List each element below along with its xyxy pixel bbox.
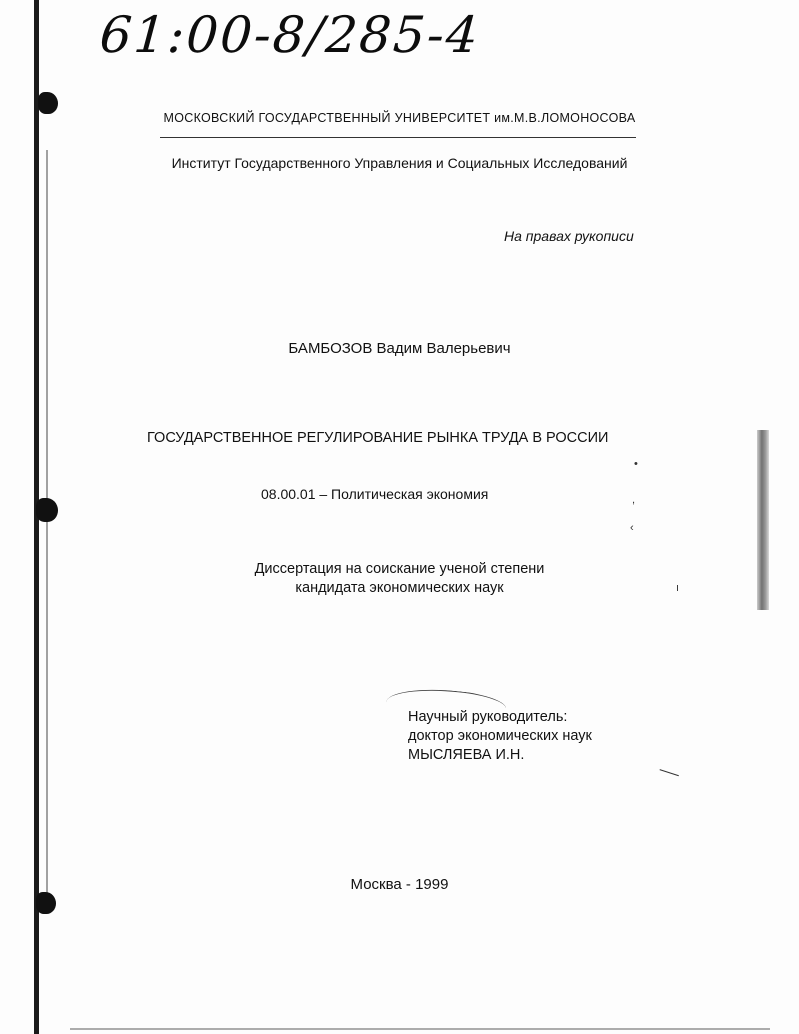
- scan-speck: ,: [632, 494, 636, 506]
- supervisor-block: [408, 708, 592, 765]
- binding-hole-mark: [36, 892, 56, 914]
- degree-statement: [0, 560, 799, 598]
- manuscript-rights-note: На правах рукописи: [504, 228, 634, 244]
- header-divider: [160, 137, 636, 138]
- specialty-code: 08.00.01 – Политическая экономия: [261, 486, 489, 502]
- scan-edge-shadow: [46, 150, 48, 910]
- pen-mark: [657, 769, 679, 784]
- degree-line-1: Диссертация на соискание ученой степени: [254, 561, 545, 577]
- author-name: БАМБОЗОВ Вадим Валерьевич: [288, 340, 511, 357]
- scan-speck: •: [634, 458, 638, 470]
- university-name: МОСКОВСКИЙ ГОСУДАРСТВЕННЫЙ УНИВЕРСИТЕТ им.М.В.ЛОМОНОСОВА: [163, 111, 636, 125]
- scan-edge-bottom: [70, 1028, 770, 1030]
- binding-hole-mark: [36, 498, 58, 522]
- scan-speck: ‹: [630, 522, 634, 534]
- thesis-title: ГОСУДАРСТВЕННОЕ РЕГУЛИРОВАНИЕ РЫНКА ТРУДА В РОССИИ: [147, 430, 609, 446]
- supervisor-role: Научный руководитель:: [408, 709, 568, 725]
- place-and-year: Москва - 1999: [350, 876, 449, 893]
- supervisor-name: МЫСЛЯЕВА И.Н.: [408, 747, 525, 763]
- institute-name: Институт Государственного Управления и Социальных Исследований: [171, 155, 628, 171]
- supervisor-degree: доктор экономических наук: [408, 728, 592, 744]
- degree-line-2: кандидата экономических наук: [295, 580, 504, 596]
- scan-speck: ı: [676, 582, 680, 594]
- archive-number-handwritten: 61:00-8/285-4: [97, 6, 482, 64]
